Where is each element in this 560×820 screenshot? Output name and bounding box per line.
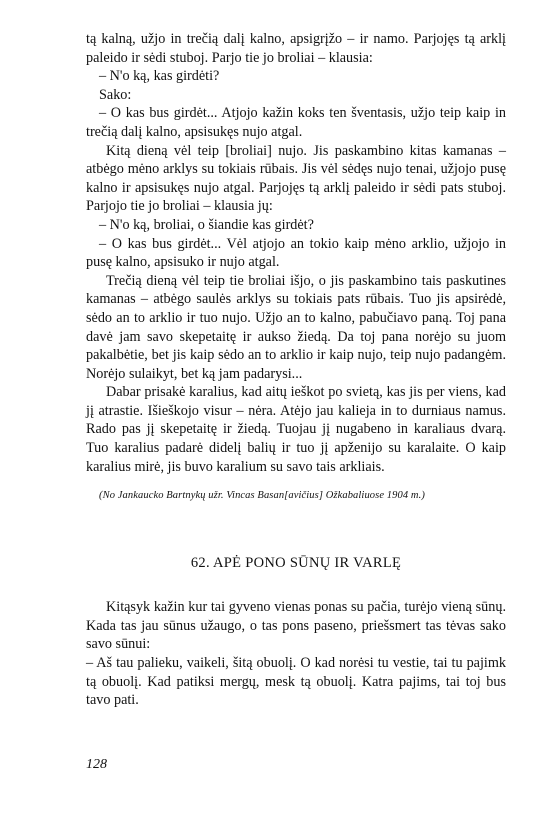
paragraph: Kitąsyk kažin kur tai gyveno vienas ponas su pačia, turėjo vieną sūnų. Kada tas jau sūnus užaugo, o tas pons paseno, priešsmert tas tėvas sako savo sūnui:	[86, 599, 506, 653]
page-number: 128	[86, 757, 107, 772]
story-heading: 62. APĖ PONO SŪNŲ IR VARLĘ	[190, 555, 402, 572]
dialog-line: – O kas bus girdėt... Vėl atjojo an tokio kaip mėno arklio, užjojo in pusę kalno, apsisuko ir nujo atgal.	[86, 235, 506, 271]
paragraph: – Aš tau palieku, vaikeli, šitą obuolį. O kad norėsi tu vestie, tai tu pajimk tą obuolį. Kad patiksi mergų, mesk tą obuolį. Katra pajims, tai toj bus tavo pati.	[86, 655, 506, 709]
paragraph: Trečią dieną vėl teip tie broliai išjo, o jis paskambino tais paskutines kamanas – atbėgo saulės arklys su tokiais pats rūbais. Tuo jis apsirėdė, sėdo an to arklio ir tuo nujo. Užjo an to kalno, pabučiavo paną. Toj pana davė jam savo skepetaitę ir aukso žiedą. Da toj pana norėjo su juom pakalbėtie, bet jis kaip sėdo an to arklio ir kaip nujo, teip nujo padangėm. Norėjo sulaikyt, bet ką jam padarysi...	[86, 272, 506, 382]
story-ending	[86, 30, 506, 476]
paragraph: Dabar prisakė karalius, kad aitų ieškot po svietą, kas jis per viens, kad jį atrastie. Išieškojo visur – nėra. Atėjo jau kalieja in to durniaus namus. Rado pas jį skepetaitę ir žiedą. Tuojau jį nugabeno in karaliaus dvarą. Tuo karalius padarė didelį balių ir tuo jį apženijo su karalaite. O kaip karalius mirė, jis buvo karalium su savo tais arkliais.	[86, 384, 506, 475]
dialog-line: – N'o ką, kas girdėti?	[99, 68, 220, 85]
dialog-line: Sako:	[99, 86, 132, 103]
dialog-line: – O kas bus girdėt... Atjojo kažin koks ten šventasis, užjo teip kaip in trečią dalį kalno, apsisukęs nujo atgal.	[86, 105, 506, 140]
story-beginning	[86, 598, 506, 710]
paragraph: Kitą dieną vėl teip [broliai] nujo. Jis paskambino kitas kamanas – atbėgo mėno arklys su tokiais rūbais. Jis vėl sėdęs nujo tenai, užjojo pusę kalno ir apsisukęs nujo atgal. Parjojęs tą arklį paleido ir sėdi pats stuboj. Parjojo tie jo broliai – klausia jų:	[86, 142, 506, 215]
book-page	[86, 30, 506, 710]
dialog-line: – N'o ką, broliai, o šiandie kas girdėt?	[99, 216, 314, 233]
paragraph: tą kalną, užjo in trečią dalį kalno, apsigrįžo – ir namo. Parjojęs tą arklį paleido ir sėdi stuboj. Parjo tie jo broliai – klausia:	[86, 31, 506, 66]
source-note: (No Jankauсko Bartnykų užr. Vincas Basan[avičius] Ožkabaliuose 1904 m.)	[99, 490, 425, 502]
